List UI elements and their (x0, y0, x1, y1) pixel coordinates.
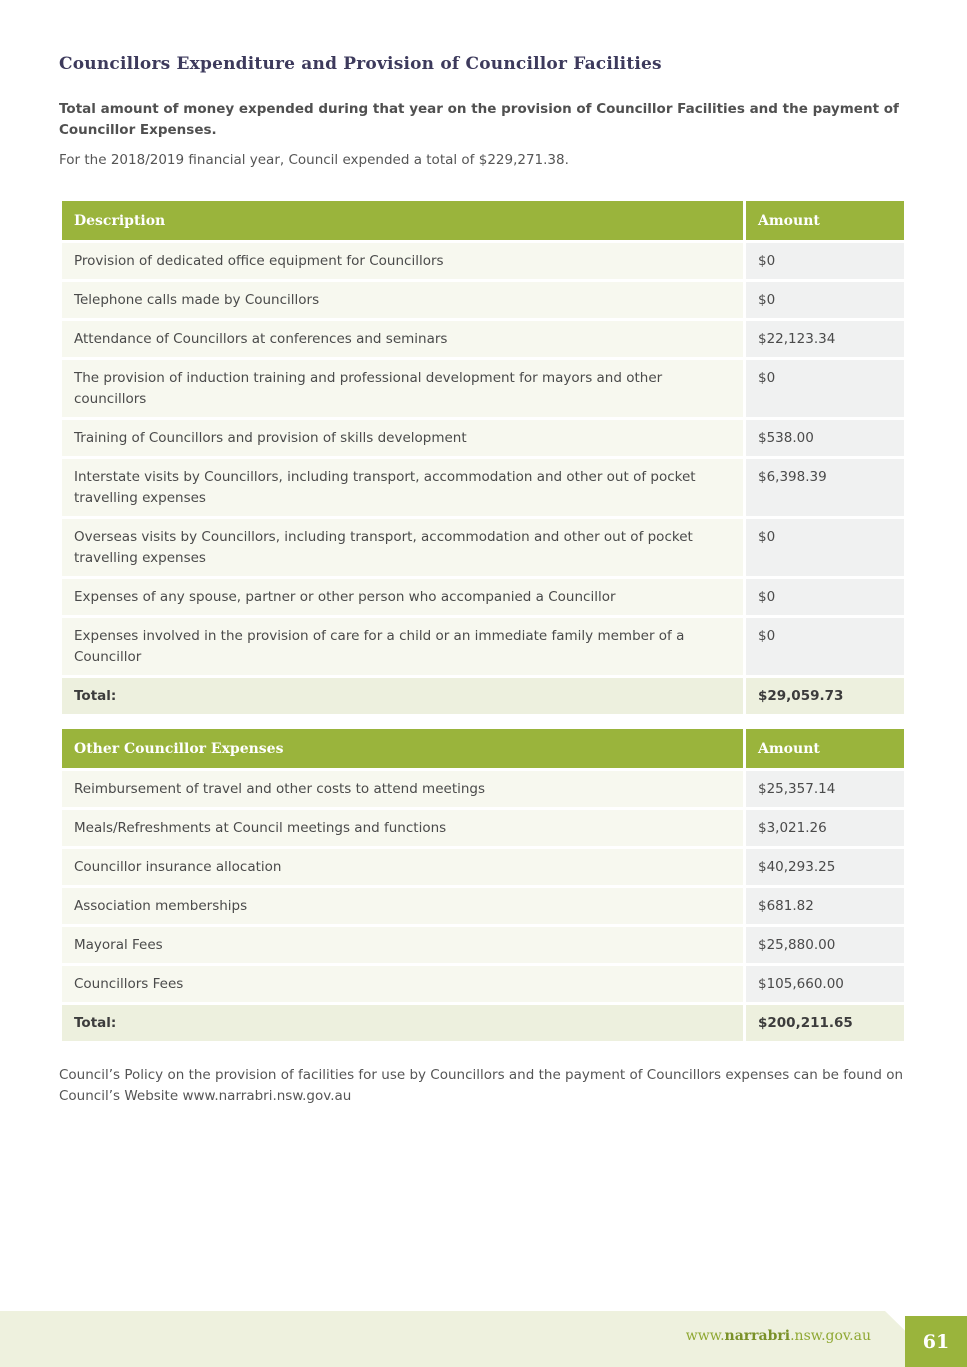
row-description: Councillor insurance allocation (62, 849, 743, 885)
page-number: 61 (905, 1316, 967, 1367)
table-row (62, 849, 904, 885)
table-row (62, 966, 904, 1002)
councillor-expenses-table (59, 198, 907, 717)
row-description: Provision of dedicated office equipment for Councillors (62, 243, 743, 279)
footer-website[interactable]: www.narrabri.nsw.gov.au (685, 1328, 871, 1344)
row-amount: $3,021.26 (746, 810, 904, 846)
row-amount: $0 (746, 360, 904, 417)
page-title: Councillors Expenditure and Provision of Councillor Facilities (59, 54, 662, 74)
policy-note: Council’s Policy on the provision of facilities for use by Councillors and the payment of Councillors expenses can be found on Council’s Website www.narrabri.nsw.gov.au (59, 1067, 904, 1104)
table-row (62, 618, 904, 675)
total-row (62, 1005, 904, 1041)
total-label: Total: (62, 1005, 743, 1041)
table-header-row (62, 201, 904, 240)
row-description: Mayoral Fees (62, 927, 743, 963)
total-amount: $29,059.73 (746, 678, 904, 714)
table-row (62, 360, 904, 417)
row-amount: $25,880.00 (746, 927, 904, 963)
row-description: The provision of induction training and professional development for mayors and other councillors (62, 360, 743, 417)
total-row (62, 678, 904, 714)
row-description: Expenses involved in the provision of care for a child or an immediate family member of a Councillor (62, 618, 743, 675)
table-row (62, 927, 904, 963)
intro-bold-text: Total amount of money expended during that year on the provision of Councillor Facilities and the payment of Councillor Expenses. (59, 101, 899, 138)
row-amount: $538.00 (746, 420, 904, 456)
table-row (62, 810, 904, 846)
row-description: Association memberships (62, 888, 743, 924)
table-row (62, 579, 904, 615)
column-header-description: Description (62, 201, 743, 240)
row-amount: $105,660.00 (746, 966, 904, 1002)
other-councillor-expenses-table (59, 726, 907, 1044)
row-amount: $0 (746, 243, 904, 279)
total-amount: $200,211.65 (746, 1005, 904, 1041)
row-amount: $22,123.34 (746, 321, 904, 357)
column-header-other-expenses: Other Councillor Expenses (62, 729, 743, 768)
row-description: Attendance of Councillors at conferences and seminars (62, 321, 743, 357)
row-amount: $25,357.14 (746, 771, 904, 807)
row-description: Interstate visits by Councillors, including transport, accommodation and other out of pocket travelling expenses (62, 459, 743, 516)
table-header-row (62, 729, 904, 768)
table-row (62, 888, 904, 924)
table-row (62, 420, 904, 456)
row-amount: $6,398.39 (746, 459, 904, 516)
row-description: Telephone calls made by Councillors (62, 282, 743, 318)
column-header-amount: Amount (746, 201, 904, 240)
row-description: Overseas visits by Councillors, including transport, accommodation and other out of pocket travelling expenses (62, 519, 743, 576)
row-amount: $0 (746, 579, 904, 615)
intro-text: For the 2018/2019 financial year, Council expended a total of $229,271.38. (59, 152, 569, 168)
row-amount: $0 (746, 282, 904, 318)
row-description: Councillors Fees (62, 966, 743, 1002)
column-header-amount: Amount (746, 729, 904, 768)
row-description: Reimbursement of travel and other costs to attend meetings (62, 771, 743, 807)
total-label: Total: (62, 678, 743, 714)
row-amount: $681.82 (746, 888, 904, 924)
row-description: Training of Councillors and provision of skills development (62, 420, 743, 456)
table-row (62, 243, 904, 279)
row-amount: $0 (746, 519, 904, 576)
table-row (62, 519, 904, 576)
table-row (62, 771, 904, 807)
row-amount: $0 (746, 618, 904, 675)
row-description: Meals/Refreshments at Council meetings and functions (62, 810, 743, 846)
table-row (62, 282, 904, 318)
row-description: Expenses of any spouse, partner or other person who accompanied a Councillor (62, 579, 743, 615)
table-row (62, 459, 904, 516)
table-row (62, 321, 904, 357)
row-amount: $40,293.25 (746, 849, 904, 885)
